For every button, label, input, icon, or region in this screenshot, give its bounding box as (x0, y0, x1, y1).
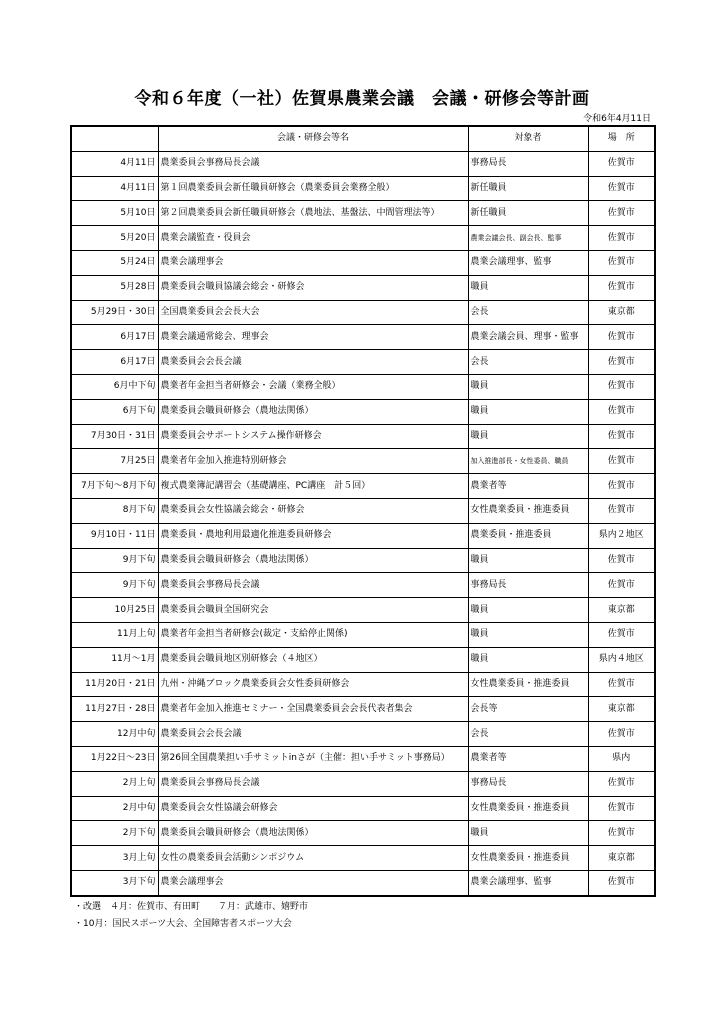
table-row (71, 300, 655, 325)
row-place: 佐賀市 (588, 201, 655, 226)
row-name: 農業委員会職員研修会（農地法関係） (158, 821, 468, 846)
row-place: 東京都 (588, 300, 655, 325)
table-row (71, 424, 655, 449)
row-date: 6月下旬 (71, 399, 158, 424)
row-place: 佐賀市 (588, 325, 655, 350)
row-place: 佐賀市 (588, 399, 655, 424)
row-name: 九州・沖縄ブロック農業委員会女性委員研修会 (158, 672, 468, 697)
table-row (71, 176, 655, 201)
row-name: 農業委員・農地利用最適化推進委員研修会 (158, 523, 468, 548)
row-name: 農業委員会職員研修会（農地法関係） (158, 399, 468, 424)
row-name: 農業者年金加入推進特別研修会 (158, 449, 468, 474)
row-name: 全国農業委員会会長大会 (158, 300, 468, 325)
row-target: 農業者等 (468, 746, 588, 771)
row-date: 6月17日 (71, 350, 158, 375)
row-target: 職員 (468, 647, 588, 672)
row-target: 職員 (468, 622, 588, 647)
row-target: 職員 (468, 424, 588, 449)
row-target: 職員 (468, 821, 588, 846)
table-row (71, 870, 655, 895)
table-row (71, 598, 655, 623)
header-name: 会議・研修会等名 (158, 126, 468, 151)
row-target: 会長 (468, 350, 588, 375)
table-row (71, 399, 655, 424)
row-date: 10月25日 (71, 598, 158, 623)
header-date (71, 126, 158, 151)
schedule-table (70, 125, 656, 897)
row-place: 佐賀市 (588, 821, 655, 846)
row-date: 2月上旬 (71, 771, 158, 796)
row-target: 職員 (468, 399, 588, 424)
row-date: 9月10日・11日 (71, 523, 158, 548)
row-place: 佐賀市 (588, 474, 655, 499)
row-date: 4月11日 (71, 151, 158, 176)
row-name: 農業会議理事会 (158, 870, 468, 895)
header-place: 場 所 (588, 126, 655, 151)
row-name: 農業委員会職員研修会（農地法関係） (158, 548, 468, 573)
row-target: 職員 (468, 275, 588, 300)
row-date: 3月上旬 (71, 846, 158, 871)
row-target: 農業者等 (468, 474, 588, 499)
row-target: 農業会議理事、監事 (468, 870, 588, 895)
issue-date: 令和6年4月11日 (583, 114, 651, 124)
row-date: 2月下旬 (71, 821, 158, 846)
row-date: 4月11日 (71, 176, 158, 201)
row-place: 東京都 (588, 846, 655, 871)
row-place: 佐賀市 (588, 771, 655, 796)
row-name: 農業委員会事務局長会議 (158, 771, 468, 796)
table-row (71, 771, 655, 796)
row-target: 女性農業委員・推進委員 (468, 846, 588, 871)
row-target: 農業会議理事、監事 (468, 250, 588, 275)
row-name: 農業会議理事会 (158, 250, 468, 275)
row-place: 東京都 (588, 598, 655, 623)
table-row (71, 672, 655, 697)
row-date: 12月中旬 (71, 722, 158, 747)
table-row (71, 325, 655, 350)
row-date: 11月～1月 (71, 647, 158, 672)
row-name: 農業委員会女性協議会研修会 (158, 796, 468, 821)
table-row (71, 548, 655, 573)
table-row (71, 350, 655, 375)
row-place: 佐賀市 (588, 498, 655, 523)
row-target: 女性農業委員・推進委員 (468, 672, 588, 697)
row-date: 7月25日 (71, 449, 158, 474)
row-name: 農業委員会職員地区別研修会（４地区） (158, 647, 468, 672)
row-name: 農業会議通常総会、理事会 (158, 325, 468, 350)
table-row (71, 722, 655, 747)
row-name: 農業委員会事務局長会議 (158, 573, 468, 598)
table-row (71, 697, 655, 722)
row-date: 5月20日 (71, 226, 158, 251)
row-name: 農業者年金加入推進セミナー・全国農業委員会会長代表者集会 (158, 697, 468, 722)
table-row (71, 821, 655, 846)
table-row (71, 846, 655, 871)
row-name: 農業委員会職員全国研究会 (158, 598, 468, 623)
row-date: 9月下旬 (71, 573, 158, 598)
note-line: ・10月：国民スポーツ大会、全国障害者スポーツ大会 (74, 919, 292, 929)
row-date: 8月下旬 (71, 498, 158, 523)
row-place: 県内４地区 (588, 647, 655, 672)
row-target: 女性農業委員・推進委員 (468, 796, 588, 821)
row-date: 5月28日 (71, 275, 158, 300)
row-place: 佐賀市 (588, 226, 655, 251)
row-target: 職員 (468, 598, 588, 623)
table-row (71, 250, 655, 275)
row-date: 5月24日 (71, 250, 158, 275)
notes (74, 899, 308, 933)
row-name: 第26回全国農業担い手サミットinさが（主催：担い手サミット事務局） (158, 746, 468, 771)
table-row (71, 449, 655, 474)
row-target: 農業委員・推進委員 (468, 523, 588, 548)
table-row (71, 498, 655, 523)
row-name: 農業委員会会長会議 (158, 722, 468, 747)
row-name: 第２回農業委員会新任職員研修会（農地法、基盤法、中間管理法等） (158, 201, 468, 226)
row-name: 複式農業簿記講習会（基礎講座、PC講座 計５回） (158, 474, 468, 499)
row-place: 佐賀市 (588, 573, 655, 598)
table-row (71, 647, 655, 672)
row-date: 7月下旬～8月下旬 (71, 474, 158, 499)
row-date: 5月29日・30日 (71, 300, 158, 325)
row-place: 佐賀市 (588, 449, 655, 474)
row-place: 佐賀市 (588, 151, 655, 176)
row-date: 11月上旬 (71, 622, 158, 647)
row-date: 1月22日～23日 (71, 746, 158, 771)
row-target: 農業会議会長、副会長、監事 (468, 226, 588, 251)
row-name: 女性の農業委員会活動シンポジウム (158, 846, 468, 871)
table-row (71, 796, 655, 821)
table-row (71, 201, 655, 226)
row-date: 11月20日・21日 (71, 672, 158, 697)
table-row (71, 474, 655, 499)
table-row (71, 275, 655, 300)
row-place: 県内 (588, 746, 655, 771)
row-name: 農業者年金担当者研修会(裁定・支給停止関係) (158, 622, 468, 647)
table-row (71, 374, 655, 399)
row-date: 6月17日 (71, 325, 158, 350)
document-title: 令和６年度（一社）佐賀県農業会議 会議・研修会等計画 (134, 89, 590, 109)
row-target: 会長 (468, 300, 588, 325)
row-target: 加入推進部長・女性委員、職員 (468, 449, 588, 474)
row-date: 3月下旬 (71, 870, 158, 895)
row-place: 佐賀市 (588, 176, 655, 201)
row-place: 佐賀市 (588, 672, 655, 697)
row-name: 農業会議監査・役員会 (158, 226, 468, 251)
row-date: 9月下旬 (71, 548, 158, 573)
row-target: 会長 (468, 722, 588, 747)
row-target: 事務局長 (468, 771, 588, 796)
table-row (71, 226, 655, 251)
row-place: 佐賀市 (588, 424, 655, 449)
table-row (71, 573, 655, 598)
row-place: 東京都 (588, 697, 655, 722)
row-place: 佐賀市 (588, 374, 655, 399)
row-target: 女性農業委員・推進委員 (468, 498, 588, 523)
row-place: 佐賀市 (588, 722, 655, 747)
row-name: 農業委員会事務局長会議 (158, 151, 468, 176)
row-date: 2月中旬 (71, 796, 158, 821)
row-name: 農業委員会サポートシステム操作研修会 (158, 424, 468, 449)
note-line: ・改選 ４月：佐賀市、有田町 ７月：武雄市、嬉野市 (74, 902, 309, 912)
row-target: 新任職員 (468, 176, 588, 201)
row-name: 農業委員会女性協議会総会・研修会 (158, 498, 468, 523)
row-name: 農業委員会職員協議会総会・研修会 (158, 275, 468, 300)
row-place: 佐賀市 (588, 275, 655, 300)
row-target: 新任職員 (468, 201, 588, 226)
row-target: 職員 (468, 548, 588, 573)
table-row (71, 151, 655, 176)
row-date: 11月27日・28日 (71, 697, 158, 722)
row-target: 事務局長 (468, 573, 588, 598)
table-row (71, 622, 655, 647)
row-place: 佐賀市 (588, 250, 655, 275)
row-date: 7月30日・31日 (71, 424, 158, 449)
table-row (71, 523, 655, 548)
header-target: 対象者 (468, 126, 588, 151)
row-target: 農業会議会員、理事・監事 (468, 325, 588, 350)
row-place: 佐賀市 (588, 548, 655, 573)
row-place: 佐賀市 (588, 796, 655, 821)
table-row (71, 746, 655, 771)
row-target: 職員 (468, 374, 588, 399)
row-target: 事務局長 (468, 151, 588, 176)
row-place: 県内２地区 (588, 523, 655, 548)
row-name: 第１回農業委員会新任職員研修会（農業委員会業務全般） (158, 176, 468, 201)
table-header-row (71, 126, 655, 151)
row-name: 農業委員会会長会議 (158, 350, 468, 375)
row-place: 佐賀市 (588, 622, 655, 647)
row-place: 佐賀市 (588, 870, 655, 895)
row-place: 佐賀市 (588, 350, 655, 375)
row-date: 5月10日 (71, 201, 158, 226)
row-target: 会長等 (468, 697, 588, 722)
row-name: 農業者年金担当者研修会・会議（業務全般） (158, 374, 468, 399)
row-date: 6月中下旬 (71, 374, 158, 399)
